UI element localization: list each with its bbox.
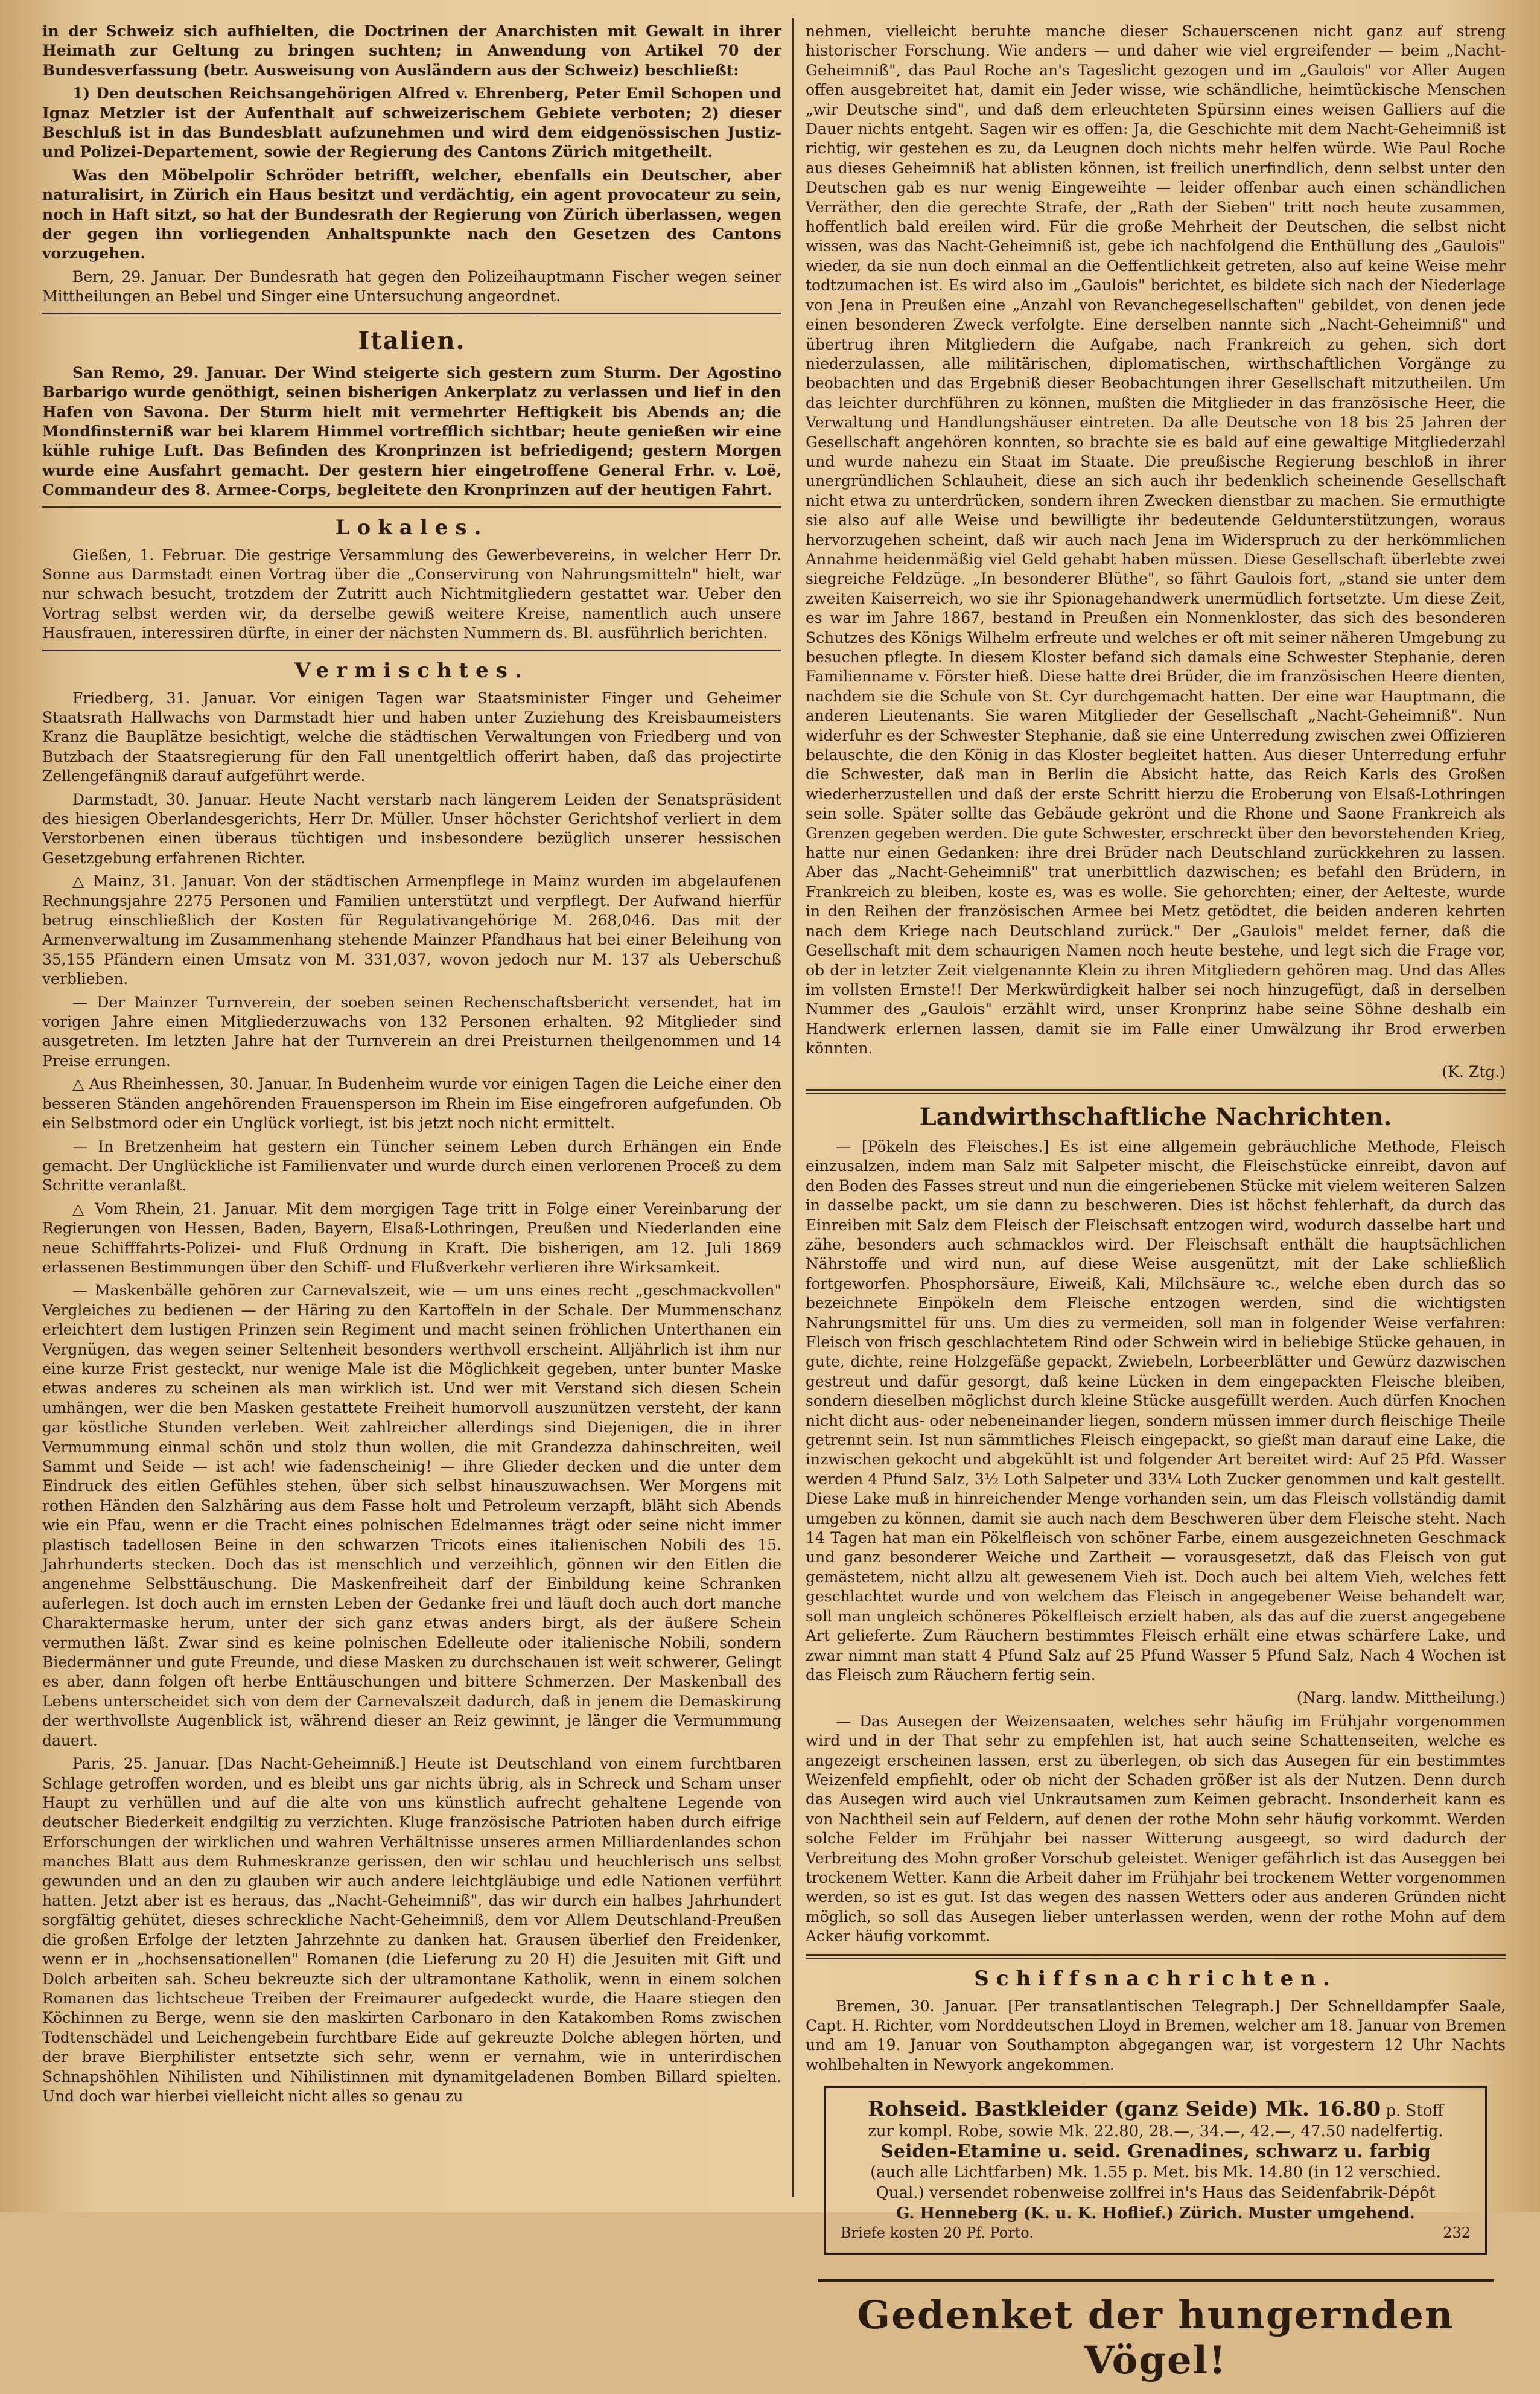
section-heading-landwirthschaft: Landwirthschaftliche Nachrichten. bbox=[919, 1102, 1392, 1131]
advertisement-box bbox=[824, 2086, 1488, 2255]
article-paragraph: — Das Ausegen der Weizensaaten, welches sehr häufig im Frühjahr vorgenommen wird und in der That sehr zu empfehlen ist, hat auch seine Schattenseiten, welche es angezeigt erscheinen lassen, erst zu überlegen, ob sich das Ausegen für ein bestimmtes Weizenfeld empfiehlt, oder ob nicht der Schaden größer ist als der Nutzen. Denn durch das Ausegen wird auch viel Unkrautsamen zum Keimen gebracht. Insonderheit kann es von Nachtheil sein auf Feldern, auf denen der rothe Mohn sehr häufig vorkommt. Werden solche Felder im Frühjahr bei nasser Witterung ausgeegt, so wird dadurch der Verbreitung des Mohn großer Vorschub geleistet. Weniger gefährlich ist das Auseggen bei trockenem Wetter. Kann die Arbeit daher im Frühjahr bei trockenem Wetter vorgenommen werden, so ist es gut. Ist das wegen des nassen Wetters oder aus anderen Gründen nicht möglich, so soll das Ausegen lieber unterlassen werden, wenn der rothe Mohn auf dem Acker häufig vorkommt. bbox=[806, 1712, 1506, 1946]
ad-headline: Rohseid. Bastkleider (ganz Seide) Mk. 16.80 bbox=[868, 2097, 1381, 2122]
article-paragraph: △ Aus Rheinhessen, 30. Januar. In Budenheim wurde vor einigen Tagen die Leiche einer den besseren Ständen angehörenden Frauensperson im Rhein im Eise eingefroren aufgefunden. Ob ein Selbstmord oder ein Unglück vorliegt, ist bis jetzt noch nicht ermittelt. bbox=[42, 1075, 781, 1132]
notice-banner: Gedenket der hungernden Vögel! bbox=[818, 2279, 1494, 2394]
section-rule bbox=[42, 313, 781, 314]
article-paragraph: in der Schweiz sich aufhielten, die Doctrinen der Anarchisten mit Gewalt in ihrer Heimath zur Geltung zu bringen suchten; in Anwendung von Artikel 70 der Bundesverfassung (betr. Ausweisung von Ausländern aus der Schweiz) beschließt: bbox=[42, 22, 781, 79]
article-paragraph: Bremen, 30. Januar. [Per transatlantischen Telegraph.] Der Schnelldampfer Saale, Capt. H. Richter, vom Norddeutschen Lloyd in Bremen, welcher am 18. Januar von Bremen und am 19. Januar von Southampton abgegangen war, ist vorgestern 12 Uhr Nachts wohlbehalten in Newyork angekommen. bbox=[806, 1997, 1506, 2073]
article-paragraph: San Remo, 29. Januar. Der Wind steigerte sich gestern zum Sturm. Der Agostino Barbarigo wurde genöthigt, seinen bisherigen Ankerplatz zu verlassen und lief in den Hafen von Savona. Der Sturm hielt mit vermehrter Heftigkeit bis Abends an; die Mondfinsterniß war bei klarem Himmel vortrefflich sichtbar; heute genießen wir eine kühle ruhige Luft. Das Befinden des Kronprinzen ist befriedigend; gestern Morgen wurde eine Ausfahrt gemacht. Der gestern hier eingetroffene General Frhr. v. Loë, Commandeur des 8. Armee-Corps, begleitete den Kronprinzen auf der heutigen Fahrt. bbox=[42, 363, 781, 499]
article-paragraph: △ Mainz, 31. Januar. Von der städtischen Armenpflege in Mainz wurden im abgelaufenen Rechnungsjahre 2275 Personen und Familien unterstützt und verpflegt. Der Aufwand hierfür betrug einschließlich der Kosten für Regulativangehörige M. 268,046. Das mit der Armenverwaltung im Zusammenhang stehende Mainzer Pfandhaus hat bei einer Beleihung von 35,155 Pfändern einen Umsatz von M. 331,037, wovon jedoch nur M. 137 als Ueberschuß verblieben. bbox=[42, 872, 781, 988]
article-paragraph: Gießen, 1. Februar. Die gestrige Versammlung des Gewerbevereins, in welcher Herr Dr. Sonne aus Darmstadt einen Vortrag über die „Conservirung von Nahrungsmitteln" hielt, war nur schwach besucht, trotzdem der Zutritt auch Nichtmitgliedern gestattet war. Ueber den Vortrag selbst werden wir, da derselbe gewiß weitere Kreise, namentlich auch unsere Hausfrauen, interessiren dürfte, in einer der nächsten Nummern ds. Bl. ausführlich berichten. bbox=[42, 546, 781, 642]
section-heading-lokales: Lokales. bbox=[335, 515, 489, 540]
article-paragraph: Darmstadt, 30. Januar. Heute Nacht verstarb nach längerem Leiden der Senatspräsident des hiesigen Oberlandesgerichts, Herr Dr. Müller. Unser höchster Gerichtshof verliert in dem Verstorbenen einen überaus tüchtigen und insbesondere bezüglich unserer hessischen Gesetzgebung erfahrenen Richter. bbox=[42, 790, 781, 867]
article-paragraph: — Maskenbälle gehören zur Carnevalszeit, wie — um uns eines recht „geschmackvollen" Vergleiches zu bedienen — der Häring zu den Kartoffeln in der Schale. Der Mummenschanz erleichtert dem lustigen Prinzen sein Regiment und macht seinen fröhlichen Unterthanen ein Vergnügen, das wegen seiner Seltenheit besonders werthvoll erscheint. Alljährlich ist ihm nur eine kurze Frist gesteckt, nur wenige Male ist die Möglichkeit gegeben, unter bunter Maske etwas anderes zu scheinen als man wirklich ist. Und wer mit Verstand sich diesen Schein umhängen, wer die ben Masken gestattete Freiheit humorvoll auszunützen versteht, der kann gar köstliche Stunden verleben. Weit zahlreicher allerdings sind Diejenigen, die in ihrer Vermummung einmal schön und stolz thun wollen, die mit Grandezza dahinschreiten, weil Sammt und Seide — ist ach! wie fadenscheinig! — ihre Glieder decken und die unter dem Eindruck des eitlen Gefühles stehen, über sich selbst hinauszuwachsen. Wer Morgens mit rothen Händen den Salzhäring aus dem Fasse holt und Petroleum verzapft, bläht sich Abends wie ein Pfau, wenn er die Tracht eines polnischen Edelmannes trägt oder seine nicht immer plastisch tadellosen Beine in den schwarzen Tricots eines italienischen Nobili des 15. Jahrhunderts stecken. Doch das ist menschlich und verzeihlich, gönnen wir den Eitlen die angenehme Selbsttäuschung. Die Maskenfreiheit darf der Einbildung keine Schranken auferlegen. Ist doch auch im ernsten Leben der Gedanke frei und läuft doch auch dort manche Charaktermaske herum, unter der sich ganz etwas anders birgt, als der äußere Schein vermuthen läßt. Zwar sind es keine polnischen Edelleute oder italienische Nobili, sondern Biedermänner und gute Freunde, und diese Masken zu durchschauen ist weit schwerer, Gelingt es aber, dann folgen oft herbe Enttäuschungen und bittere Schmerzen. Der Maskenball des Lebens unterscheidet sich von dem der Carnevalszeit dadurch, daß in jenem die Demaskirung der werthvollste Augenblick ist, während dieser an Reiz gewinnt, je länger die Vermummung dauert. bbox=[42, 1282, 781, 1749]
section-rule bbox=[42, 650, 781, 651]
article-paragraph: 1) Den deutschen Reichsangehörigen Alfred v. Ehrenberg, Peter Emil Schopen und Ignaz Metzler ist der Aufenthalt auf schweizerischem Gebiete verboten; 2) dieser Beschluß ist in das Bundesblatt aufzunehmen und wird dem eidgenössischen Justiz- und Polizei-Departement, sowie der Regierung des Cantons Zürich mitgetheilt. bbox=[42, 85, 781, 161]
ad-line: Briefe kosten 20 Pf. Porto. bbox=[841, 2224, 1034, 2242]
article-source: (Narg. landw. Mittheilung.) bbox=[1296, 1689, 1506, 1707]
ad-line bbox=[841, 2099, 1471, 2121]
article-paragraph: — Der Mainzer Turnverein, der soeben seinen Rechenschaftsbericht versendet, hat im vorigen Jahre einen Mitgliederzuwachs von 132 Personen erhalten. 92 Mitglieder sind ausgetreten. Im letzten Jahre hat der Turnverein an drei Preisturnen theilgenommen und 14 Preise errungen. bbox=[42, 993, 781, 1070]
article-paragraph: nehmen, vielleicht beruhte manche dieser Schauerscenen nicht ganz auf streng historischer Forschung. Wie anders — und daher wie viel ergreifender — beim „Nacht-Geheimniß", das Paul Roche an's Tageslicht gezogen und im „Gaulois" vor Aller Augen offen ausgebreitet hat, damit ein Jeder wisse, wie schändliche, heimtückische Menschen „wir Deutsche sind", und daß dem erleuchteten Spürsinn eines weisen Galliers auf die Dauer nichts entgeht. Sagen wir es offen: Ja, die Geschichte mit dem Nacht-Geheimniß ist richtig, wir gestehen es zu, da Leugnen doch nichts mehr helfen würde. Wie Paul Roche aus dieses Geheimniß hat ablisten können, ist freilich unerfindlich, denn selbst unter den Deutschen gab es nur wenig Eingeweihte — leider offenbar auch einen schändlichen Verräther, den die gerechte Strafe, der „Rath der Sieben" tritt noch heute zusammen, hoffentlich bald ereilen wird. Für die große Mehrheit der Deutschen, die selbst nicht wissen, was das Nacht-Geheimniß ist, gebe ich nachfolgend die Enthüllung des „Gaulois" wieder, da sie nun doch einmal an die Oeffentlichkeit getreten, also auf keine Weise mehr todtzumachen ist. Es wird also im „Gaulois" berichtet, es bildete sich nach der Niederlage von Jena in Preußen eine „Anzahl von Revanchegesellschaften" gebildet, von denen jede einen besonderen Zweck verfolgte. Eine derselben nannte sich „Nacht-Geheimniß" und übertrug ihren Mitgliedern die Aufgabe, nach Frankreich zu gehen, sich dort niederzulassen, alle militärischen, diplomatischen, wirthschaftlichen Vorgänge zu beobachten und das Ergebniß dieser Beobachtungen ihrer Gesellschaft mitzutheilen. Um das leichter durchführen zu können, mußten die Mitglieder in das französische Heer, die Verwaltung und Handlungshäuser eintreten. Da alle Deutsche von 18 bis 25 Jahren der Gesellschaft angehören konnten, so brachte sie es bald auf eine gewaltige Mitgliederzahl und wurde nahezu ein Staat im Staate. Die preußische Regierung beschloß in ihrer unergründlichen Schlauheit, diese an sich auch ihr bedenklich scheinende Gesellschaft nicht etwa zu unterdrücken, sondern ihren Zwecken dienstbar zu machen. Sie ermuthigte sie also auf alle Weise und bewilligte ihr bedeutende Geldunterstützungen, woraus hervorzugehen scheint, daß wir auch nach Jena im Widerspruch zu der herkömmlichen Annahme heidenmäßig viel Geld gehabt haben müssen. Diese Gesellschaft überlebte zwei siegreiche Feldzüge. „In besonderer Blüthe", so fährt Gaulois fort, „stand sie unter dem zweiten Kaiserreich, wo sie ihr Spionagehandwerk unermüdlich fortsetzte. Um diese Zeit, es war im Jahre 1867, bestand in Preußen ein Nonnenkloster, das sich des besonderen Schutzes des Königs Wilhelm erfreute und welches er oft mit seiner näheren Umgebung zu besuchen pflegte. In diesem Kloster befand sich damals eine Schwester Stephanie, deren Familienname v. Förster hieß. Diese hatte drei Brüder, die im französischen Heere dienten, nachdem sie die Schule von St. Cyr durchgemacht hatten. Der eine war Hauptmann, die anderen Lieutenants. Sie waren Mitglieder der Gesellschaft „Nacht-Geheimniß". Nun widerfuhr es der Schwester Stephanie, daß sie eine Unterredung zwischen zwei Offizieren belauschte, die den König in das Kloster begleitet hatten. Aus dieser Unterredung erfuhr die Schwester, daß man in Berlin die Absicht hatte, das Reich Karls des Großen wiederherzustellen und daß der erste Schritt hierzu die Eroberung von Elsaß-Lothringen sein solle. Später sollte das Gebäude gekrönt und die Rhone und Saone Frankreich als Grenzen gegeben werden. Die gute Schwester, erschreckt über den bevorstehenden Krieg, hatte nur einen Gedanken: ihre drei Brüder nach Deutschland zurückkehren zu lassen. Aber das „Nacht-Geheimniß" trat unerbittlich dazwischen; es befahl den Brüdern, in Frankreich zu bleiben, koste es, was es wolle. Sie gehorchten; einer, der Aelteste, wurde in den Reihen der französischen Armee bei Metz getödtet, die beiden anderen kehrten nach dem Kriege nach Deutschland zurück." Der „Gaulois" meldet ferner, daß die Gesellschaft mit dem schaurigen Namen noch heute bestehe, und legt sich die Frage vor, ob der in letzter Zeit vielgenannte Klein zu ihren Mitgliedern gehören mag. Und das Alles im vollsten Ernste!! Der Merkwürdigkeit halber sei noch hinzugefügt, daß in derselben Nummer des „Gaulois" erzählt wird, unser Kronprinz habe seine Söhne deshalb ein Handwerk erlernen lassen, damit sie im Falle einer Umwälzung ihr Brod erwerben könnten. bbox=[806, 22, 1506, 1058]
section-rule bbox=[806, 1089, 1506, 1094]
ad-unit: p. Stoff bbox=[1386, 2102, 1443, 2121]
article-paragraph: Was den Möbelpolir Schröder betrifft, welcher, ebenfalls ein Deutscher, aber naturalisirt, in Zürich ein Haus besitzt und verdächtig, ein agent provocateur zu sein, noch in Haft sitzt, so hat der Bundesrath der Regierung von Zürich überlassen, wegen der gegen ihn vorliegenden Anhaltspunkte nach den Gesetzen des Cantons vorzugehen. bbox=[42, 166, 781, 263]
article-paragraph: — In Bretzenheim hat gestern ein Tüncher seinem Leben durch Erhängen ein Ende gemacht. Der Unglückliche ist Familienvater und wurde durch einen verlorenen Proceß zu dem Schritte veranlaßt. bbox=[42, 1137, 781, 1195]
article-paragraph: — [Pökeln des Fleisches.] Es ist eine allgemein gebräuchliche Methode, Fleisch einzusalzen, indem man Salz mit Salpeter mischt, die Fleischstücke einreibt, davon auf den Boden des Fasses streut und nun die eingeriebenen Stücke mit vielem weiteren Salzen in dasselbe packt, um sie dann zu beschweren. Dies ist höchst fehlerhaft, da durch das Einreiben mit Salz dem Fleisch der Fleischsaft entzogen wird, wodurch dasselbe hart und zähe, besonders auch schmacklos wird. Der Fleischsaft enthält die hauptsächlichen Nährstoffe und wird nun, auf diese Weise ausgenützt, mit der Lake schließlich fortgeworfen. Phosphorsäure, Eiweiß, Kali, Milchsäure ꝛc., welche eben durch das so bezeichnete Einpökeln dem Fleische entzogen werden, sind die wichtigsten Nahrungsmittel für uns. Um dies zu vermeiden, soll man in folgender Weise verfahren: Fleisch von frisch geschlachtetem Rind oder Schwein wird in beliebige Stücke gehauen, in gute, dichte, reine Holzgefäße gepackt, Zwiebeln, Lorbeerblätter und Gewürz dazwischen gestreut und dafür gesorgt, daß keine Lücken in dem eingepackten Fleische bleiben, sondern dieselben möglichst durch kleine Stücke ausgefüllt werden. Auch dürfen Knochen nicht dicht aus- oder nebeneinander liegen, sondern müssen immer durch fleischige Theile getrennt sein. Ist nun sämmtliches Fleisch eingepackt, so gießt man darauf eine Lake, die inzwischen gekocht und abgekühlt ist und folgender Art bereitet wird: Auf 25 Pfd. Wasser werden 4 Pfund Salz, 3½ Loth Salpeter und 33¼ Loth Zucker genommen und kalt gestellt. Diese Lake muß in hinreichender Menge vorhanden sein, um das Fleisch vollständig damit umgeben zu können, damit sie auch nach dem Beschweren über dem Fleische steht. Nach 14 Tagen hat man ein Pökelfleisch von schöner Farbe, einem ausgezeichneten Geschmack und ganz besonderer Weiche und Zartheit — vorausgesetzt, daß das Fleisch von gut gemästetem, nicht allzu alt gewesenem Vieh ist. Doch auch bei altem Vieh, welches fett geschlachtet wurde und von welchem das Fleisch in angegebener Weise behandelt war, soll man ungleich schöneres Pökelfleisch erzielt haben, als das auf die zuerst angegebene Art gelieferte. Zum Räuchern bestimmtes Fleisch erhält eine etwas schärfere Lake, und zwar nimmt man statt 4 Pfund Salz auf 25 Pfund Wasser 5 Pfund Salz, Nach 4 Wochen ist das Fleisch zum Räuchern fertig sein. bbox=[806, 1137, 1506, 1684]
article-paragraph: Friedberg, 31. Januar. Vor einigen Tagen war Staatsminister Finger und Geheimer Staatsrath Hallwachs von Darmstadt hier und haben unter Zuziehung des Kreisbaumeisters Kranz die Bauplätze besichtigt, welche die städtischen Verwaltungen von Friedberg und von Butzbach der Staatsregierung für den Fall unentgeltlich offerirt haben, daß das projectirte Zellengefängniß darauf aufgeführt werde. bbox=[42, 689, 781, 785]
ad-line: Qual.) versendet robenweise zollfrei in's Haus das Seidenfabrik-Dépôt bbox=[876, 2184, 1436, 2203]
ad-line: G. Henneberg (K. u. K. Hoflief.) Zürich. Muster umgehend. bbox=[896, 2204, 1415, 2223]
section-rule bbox=[806, 1954, 1506, 1959]
section-heading-italien: Italien. bbox=[358, 326, 466, 355]
ad-line: Seiden-Etamine u. seid. Grenadines, schwarz u. farbig bbox=[880, 2141, 1431, 2163]
left-column bbox=[42, 22, 781, 2195]
right-column bbox=[806, 22, 1506, 2384]
article-paragraph: △ Vom Rhein, 21. Januar. Mit dem morgigen Tage tritt in Folge einer Vereinbarung der Regierungen von Hessen, Baden, Bayern, Elsaß-Lothringen, Preußen und Niederlanden eine neue Schifffahrts-Polizei- und Fluß Ordnung in Kraft. Die bisherigen, am 12. Juli 1869 erlassenen Bestimmungen über den Schiff- und Flußverkehr verlieren ihre Wirksamkeit. bbox=[42, 1199, 781, 1276]
section-heading-schiffsnachrichten: Schiffsnachrichten. bbox=[974, 1966, 1337, 1991]
article-source: (K. Ztg.) bbox=[1442, 1062, 1506, 1080]
ad-line: (auch alle Lichtfarben) Mk. 1.55 p. Met. bis Mk. 14.80 (in 12 verschied. bbox=[870, 2163, 1441, 2182]
ad-footer bbox=[841, 2224, 1471, 2242]
ad-line: zur kompl. Robe, sowie Mk. 22.80, 28.—, 34.—, 42.—, 47.50 nadelfertig. bbox=[868, 2122, 1443, 2141]
section-rule bbox=[42, 506, 781, 508]
article-paragraph: Paris, 25. Januar. [Das Nacht-Geheimniß.] Heute ist Deutschland von einem furchtbaren Schlage getroffen worden, und es bleibt uns gar nichts übrig, als in Schreck und Scham unser Haupt zu verhüllen und auf die alte von uns künstlich aufrecht gehaltene Legende von deutscher Biederkeit endgiltig zu verzichten. Kluge französische Patrioten haben durch eifrige Erforschungen der wirklichen und wahren Verhältnisse unseres armen Milliardenlandes schon manches Blatt aus dem Ruhmeskranze gerissen, den wir schlau und heuchlerisch uns selbst gewunden und an den zu glauben wir auch andere leichtgläubige und edle Nationen verführt hatten. Jetzt aber ist es heraus, das „Nacht-Geheimniß", das wir durch ein halbes Jahrhundert sorgfältig gehütet, dieses schreckliche Nacht-Geheimniß, dem vor Allem Deutschland-Preußen die großen Erfolge der letzten Jahrzehnte zu danken hat. Grausen überlief den Freidenker, wenn er in „hochsensationellen" Romanen (die Lieferung zu 20 H) die Jesuiten mit Gift und Dolch arbeiten sah. Scheu bekreuzte sich der ultramontane Katholik, wenn in einem solchen Romanen das lichtscheue Treiben der Freimaurer aufgedeckt wurde, die Haare stiegen den Köchinnen zu Berge, wenn sie den maskirten Carbonaro in den Katakomben Roms zwischen Todtenschädel und Leichengebein furchtbare Eide auf gekreuzte Dolche ablegen hörten, und der brave Bierphilister entsetzte sich sehr, wenn er vernahm, wie in unterirdischen Schnapshöhlen Nihilisten und Nihilistinnen mit dynamitgeladenen Bomben Billard spielten. Und doch war hierbei vielleicht nicht alles so genau zu bbox=[42, 1755, 781, 2105]
column-divider bbox=[792, 18, 794, 2197]
article-paragraph: Bern, 29. Januar. Der Bundesrath hat gegen den Polizeihauptmann Fischer wegen seiner Mittheilungen an Bebel und Singer eine Untersuchung angeordnet. bbox=[42, 267, 781, 305]
ad-number: 232 bbox=[1443, 2224, 1471, 2242]
section-heading-vermischtes: Vermischtes. bbox=[294, 658, 529, 683]
